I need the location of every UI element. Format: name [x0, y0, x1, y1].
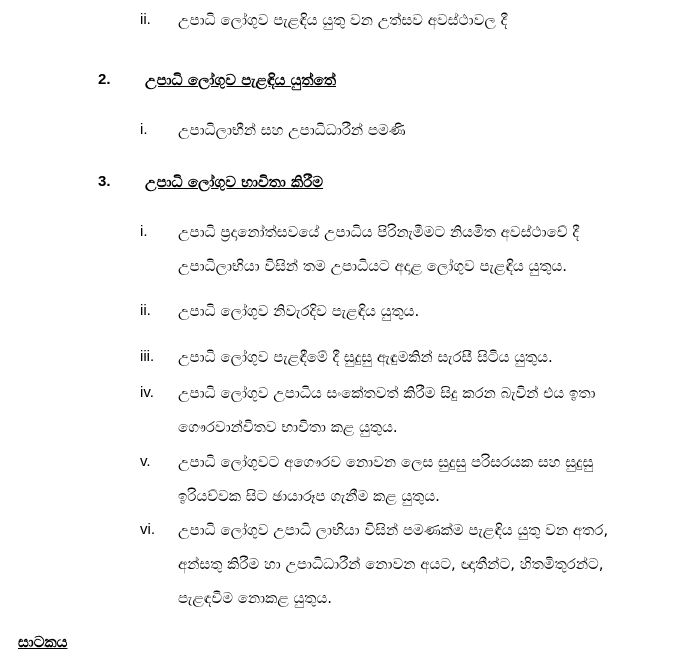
list-item-text: උපාධි ලෝගුවට අගෞරව නොවන ලෙස සුදුසු පරිසරයක සහ සුදුසු: [178, 453, 594, 471]
list-item-text: අන්සතු කිරීම හා උපාධිධාරීන් නොවන අයට, ඥාතීන්ට, හිතමිතුරන්ට,: [178, 555, 604, 573]
list-item-number: v.: [140, 453, 151, 470]
list-item-number: vi.: [140, 521, 155, 538]
list-item-text: උපාධි ලෝගුව උපාධි ලාභියා විසින් පමණක්ම පැළඳිය යුතු වන අතර,: [178, 521, 609, 539]
list-item-number: iv.: [140, 384, 154, 401]
list-item-text: පැළඳවීම නොකළ යුතුය.: [178, 589, 333, 607]
list-item-text: උපාධිලාභීන් සහ උපාධිධාරීන් පමණි: [178, 121, 406, 139]
list-item-text: උපාධි ලෝගුව උපාධිය සංකේතවත් කිරීම සිදු කරන බැවින් එය ඉතා: [178, 384, 596, 402]
section-number: 2.: [98, 71, 111, 88]
list-item-text: උපාධි ප්‍රදානෝත්සවයේ උපාධිය පිරිනැමීමට නියමිත අවස්ථාවේ දී: [178, 223, 580, 241]
list-item-text: උපාධි ලෝගුව පැළඳිය යුතු වන උත්සව අවස්ථාවල දී: [178, 11, 508, 29]
section-heading: උපාධි ලෝගුව පැළඳිය යුත්තේ: [145, 71, 337, 89]
list-item-number: i.: [140, 121, 148, 138]
list-item-text: ඉරියව්වක සිට ඡායාරූප ගැනීම කළ යුතුය.: [178, 487, 440, 505]
section-number: 3.: [98, 173, 111, 190]
list-item-text: උපාධි ලෝගුව නිවැරදිව පැළඳිය යුතුය.: [178, 302, 420, 320]
list-item-text: උපාධි ලෝගුව පැළඳීමේ දී සුදුසු ඇඳුමකින් සැරසී සිටිය යුතුය.: [178, 348, 553, 366]
list-item-text: ගෞරවාන්විතව භාවිතා කළ යුතුය.: [178, 418, 398, 436]
list-item-number: ii.: [140, 11, 151, 28]
list-item-number: i.: [140, 223, 148, 240]
footer-heading: සාටකය: [18, 633, 68, 651]
list-item-number: iii.: [140, 348, 155, 365]
list-item-text: උපාධිලාභියා විසින් තම උපාධියට අදාළ ලෝගුව පැළඳිය යුතුය.: [178, 257, 568, 275]
list-item-number: ii.: [140, 302, 151, 319]
section-heading: උපාධි ලෝගුව භාවිතා කිරීම: [145, 173, 324, 191]
